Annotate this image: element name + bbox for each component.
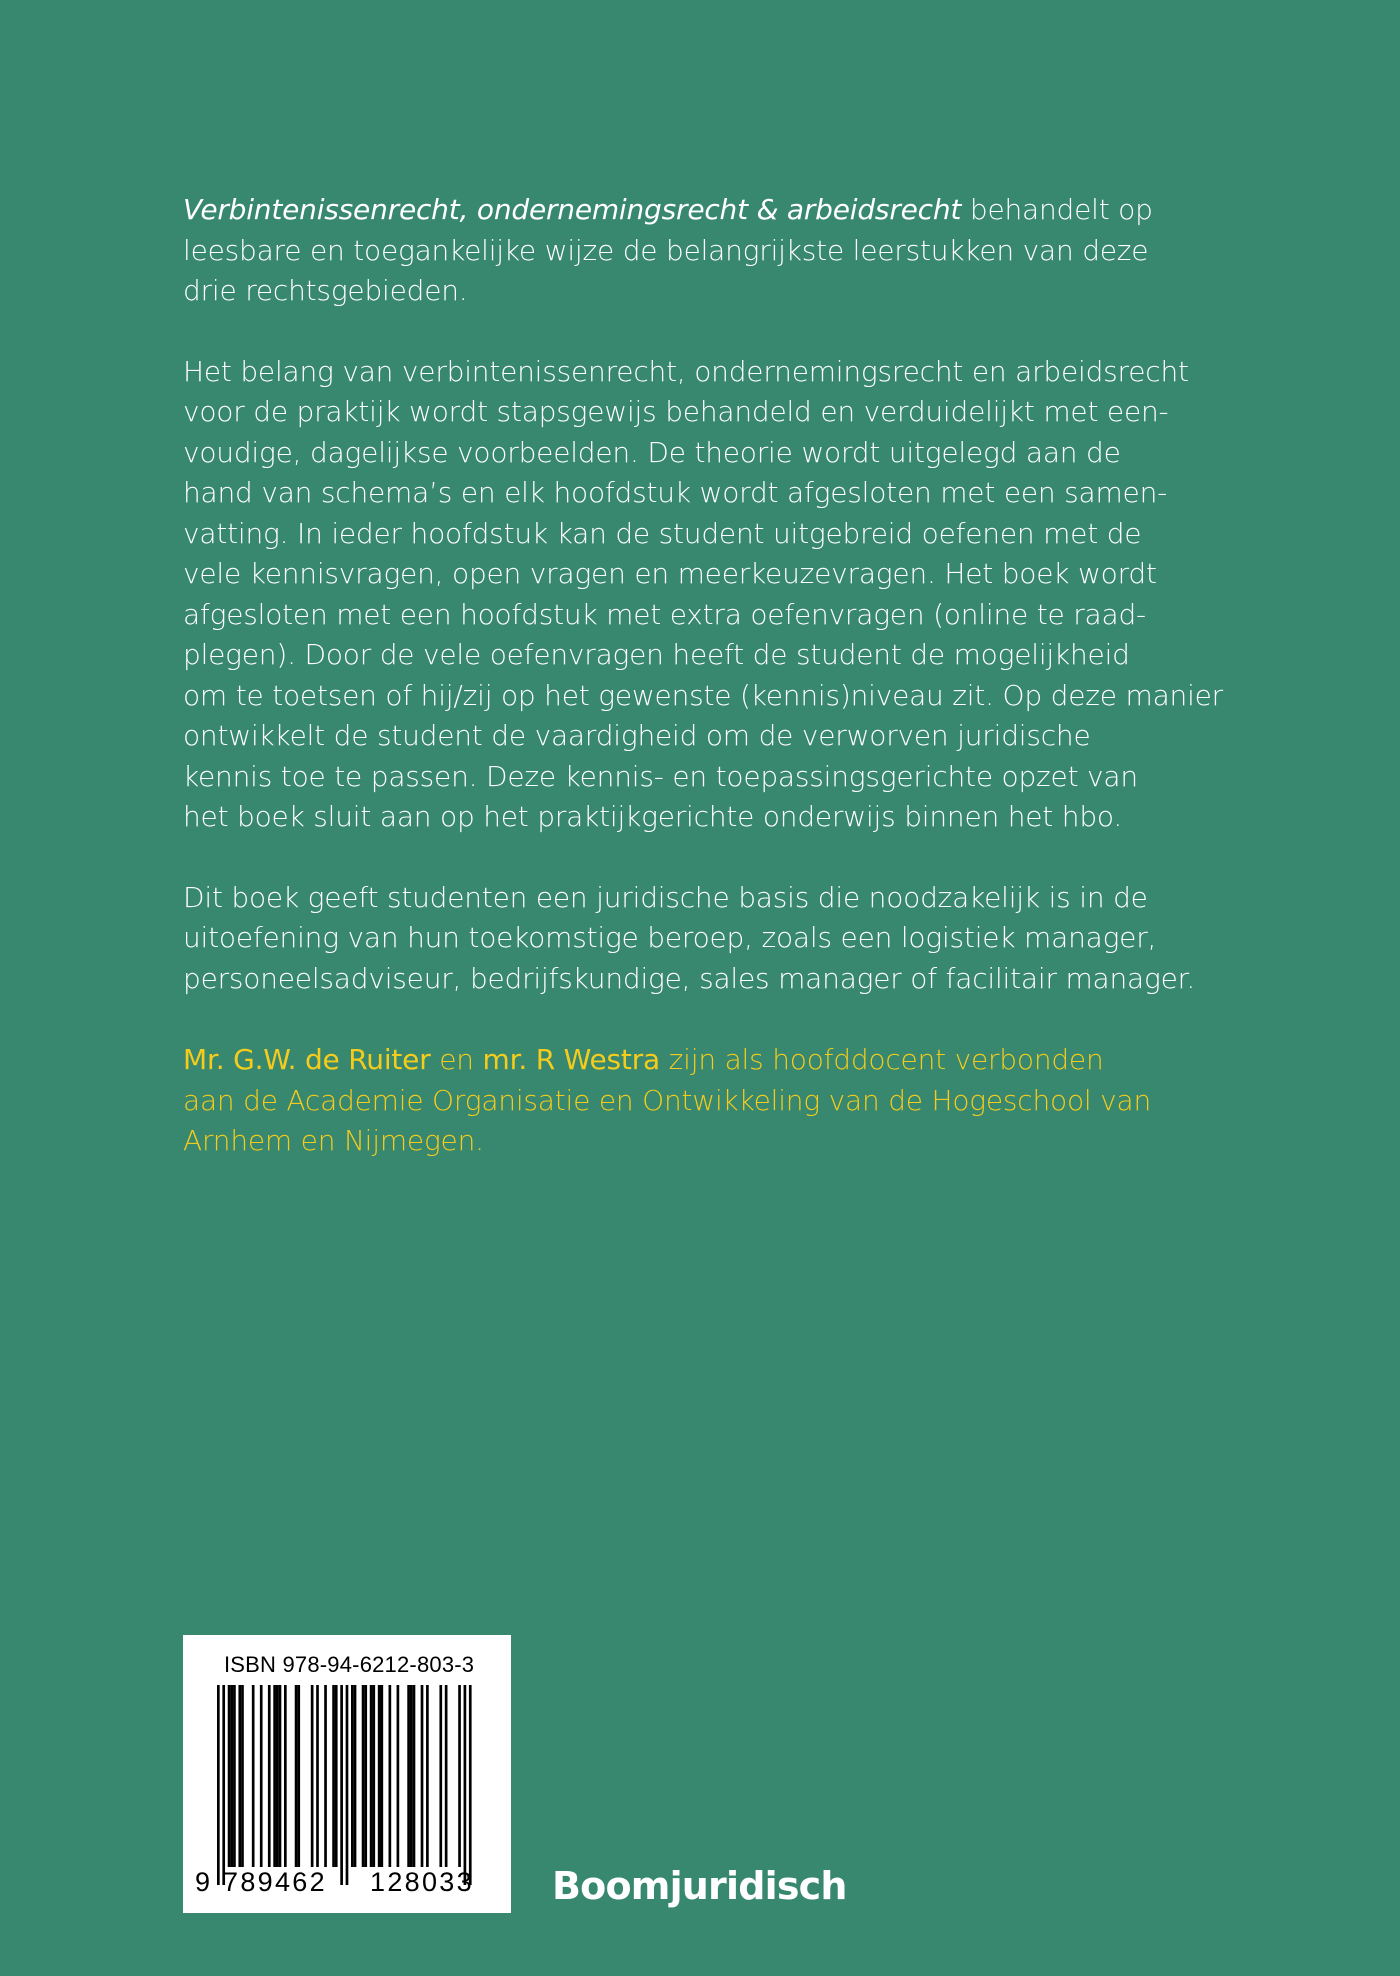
barcode-bar bbox=[295, 1685, 298, 1867]
barcode-bar bbox=[324, 1685, 327, 1867]
barcode-bar bbox=[260, 1685, 263, 1867]
description-line: Het belang van verbintenissenrecht, ondernemingsrecht en arbeidsrecht bbox=[183, 354, 1189, 388]
barcode-bar bbox=[445, 1685, 448, 1867]
description-line: hand van schema’s en elk hoofdstuk wordt afgesloten met een samen- bbox=[183, 476, 1168, 509]
description-line: het boek sluit aan op het praktijkgerichte onderwijs binnen het hbo. bbox=[183, 800, 1123, 833]
description-line: om te toetsen of hij/zij op het gewenste (kennis)niveau zit. Op deze manier bbox=[183, 678, 1223, 712]
barcode-bar bbox=[228, 1685, 231, 1867]
publisher-logo: Boomjuridisch bbox=[552, 1864, 847, 1908]
intro-line-1: Verbintenissenrecht, ondernemingsrecht & arbeidsrecht behandelt op bbox=[183, 193, 1153, 226]
barcode-bar bbox=[297, 1685, 300, 1867]
description-line: kennis toe te passen. Deze kennis- en toepassingsgerichte opzet van bbox=[183, 759, 1138, 793]
barcode-bar bbox=[276, 1685, 279, 1867]
description-line: voudige, dagelijkse voorbeelden. De theorie wordt uitgelegd aan de bbox=[183, 435, 1121, 469]
authors-line-3: Arnhem en Nijmegen. bbox=[183, 1124, 484, 1157]
barcode-bar bbox=[279, 1685, 282, 1867]
barcode-bar bbox=[354, 1685, 357, 1867]
authors-line-2: aan de Academie Organisatie en Ontwikkeling van de Hogeschool van bbox=[183, 1083, 1152, 1117]
isbn-label: ISBN 978-94-6212-803-3 bbox=[224, 1652, 475, 1677]
audience-line: Dit boek geeft studenten een juridische basis die noodzakelijk is in de bbox=[183, 880, 1148, 914]
barcode-bar bbox=[397, 1685, 400, 1867]
barcode-guard-bar bbox=[346, 1685, 349, 1885]
ean-first-digit: 9 bbox=[195, 1867, 213, 1897]
isbn-barcode bbox=[183, 1635, 511, 1913]
description-line: vatting. In ieder hoofdstuk kan de student uitgebreid oefenen met de bbox=[183, 516, 1142, 550]
barcode-bar bbox=[332, 1685, 335, 1867]
barcode-bar bbox=[413, 1685, 416, 1867]
barcode-guard-bar bbox=[469, 1685, 472, 1885]
description-line: afgesloten met een hoofdstuk met extra oefenvragen (online te raad- bbox=[183, 597, 1146, 631]
barcode-bar bbox=[335, 1685, 338, 1867]
barcode-bar bbox=[268, 1685, 271, 1867]
authors-line-1: Mr. G.W. de Ruiter en mr. R Westra zijn als hoofddocent verbonden bbox=[183, 1043, 1104, 1076]
barcode-bar bbox=[233, 1685, 236, 1867]
barcode-bar bbox=[351, 1685, 354, 1867]
barcode-bar bbox=[252, 1685, 255, 1867]
barcode-bar bbox=[378, 1685, 381, 1867]
author-name: mr. R Westra bbox=[482, 1043, 660, 1076]
barcode-guard-bar bbox=[340, 1685, 343, 1885]
ean-right-digits: 128033 bbox=[370, 1867, 474, 1897]
barcode-bar bbox=[372, 1685, 375, 1867]
barcode-guard-bar bbox=[222, 1685, 225, 1885]
barcode-bar bbox=[458, 1685, 461, 1867]
barcode-guard-bar bbox=[464, 1685, 467, 1885]
barcode-bar bbox=[316, 1685, 319, 1867]
barcode-bar bbox=[389, 1685, 392, 1867]
audience-line: personeelsadviseur, bedrijfskundige, sales manager of facilitair manager. bbox=[183, 961, 1196, 995]
audience-paragraph bbox=[183, 878, 1243, 1000]
barcode-bar bbox=[439, 1685, 442, 1867]
barcode-bar bbox=[426, 1685, 429, 1867]
barcode-bar bbox=[421, 1685, 424, 1867]
description-line: plegen). Door de vele oefenvragen heeft de student de mogelijkheid bbox=[183, 638, 1130, 671]
barcode-bar bbox=[407, 1685, 410, 1867]
description-line: ontwikkelt de student de vaardigheid om de verworven juridische bbox=[183, 719, 1091, 752]
barcode-bar bbox=[410, 1685, 413, 1867]
barcode-bar bbox=[380, 1685, 383, 1867]
barcode-bar bbox=[370, 1685, 373, 1867]
barcode-bar bbox=[230, 1685, 233, 1867]
back-cover-blurb bbox=[183, 190, 1243, 1162]
book-title-italic: Verbintenissenrecht, ondernemingsrecht & arbeidsrecht bbox=[183, 193, 962, 226]
intro-paragraph bbox=[183, 190, 1243, 312]
barcode-bar bbox=[273, 1685, 276, 1867]
ean-left-digits: 789462 bbox=[223, 1867, 327, 1897]
description-line: vele kennisvragen, open vragen en meerkeuzevragen. Het boek wordt bbox=[183, 557, 1157, 590]
author-name: Mr. G.W. de Ruiter bbox=[183, 1043, 431, 1076]
barcode-bar bbox=[238, 1685, 241, 1867]
intro-line-2: leesbare en toegankelijke wijze de belangrijkste leerstukken van deze bbox=[183, 233, 1149, 267]
barcode-bar bbox=[364, 1685, 367, 1867]
description-paragraph bbox=[183, 352, 1243, 838]
barcode-bar bbox=[241, 1685, 244, 1867]
barcode-bar bbox=[284, 1685, 287, 1867]
barcode-guard-bar bbox=[217, 1685, 220, 1885]
barcode-bar bbox=[311, 1685, 314, 1867]
intro-line-3: drie rechtsgebieden. bbox=[183, 274, 468, 307]
audience-line: uitoefening van hun toekomstige beroep, zoals een logistiek manager, bbox=[183, 921, 1157, 954]
description-line: voor de praktijk wordt stapsgewijs behandeld en verduidelijkt met een- bbox=[183, 395, 1169, 428]
barcode-bar bbox=[362, 1685, 365, 1867]
authors-paragraph bbox=[183, 1040, 1243, 1162]
